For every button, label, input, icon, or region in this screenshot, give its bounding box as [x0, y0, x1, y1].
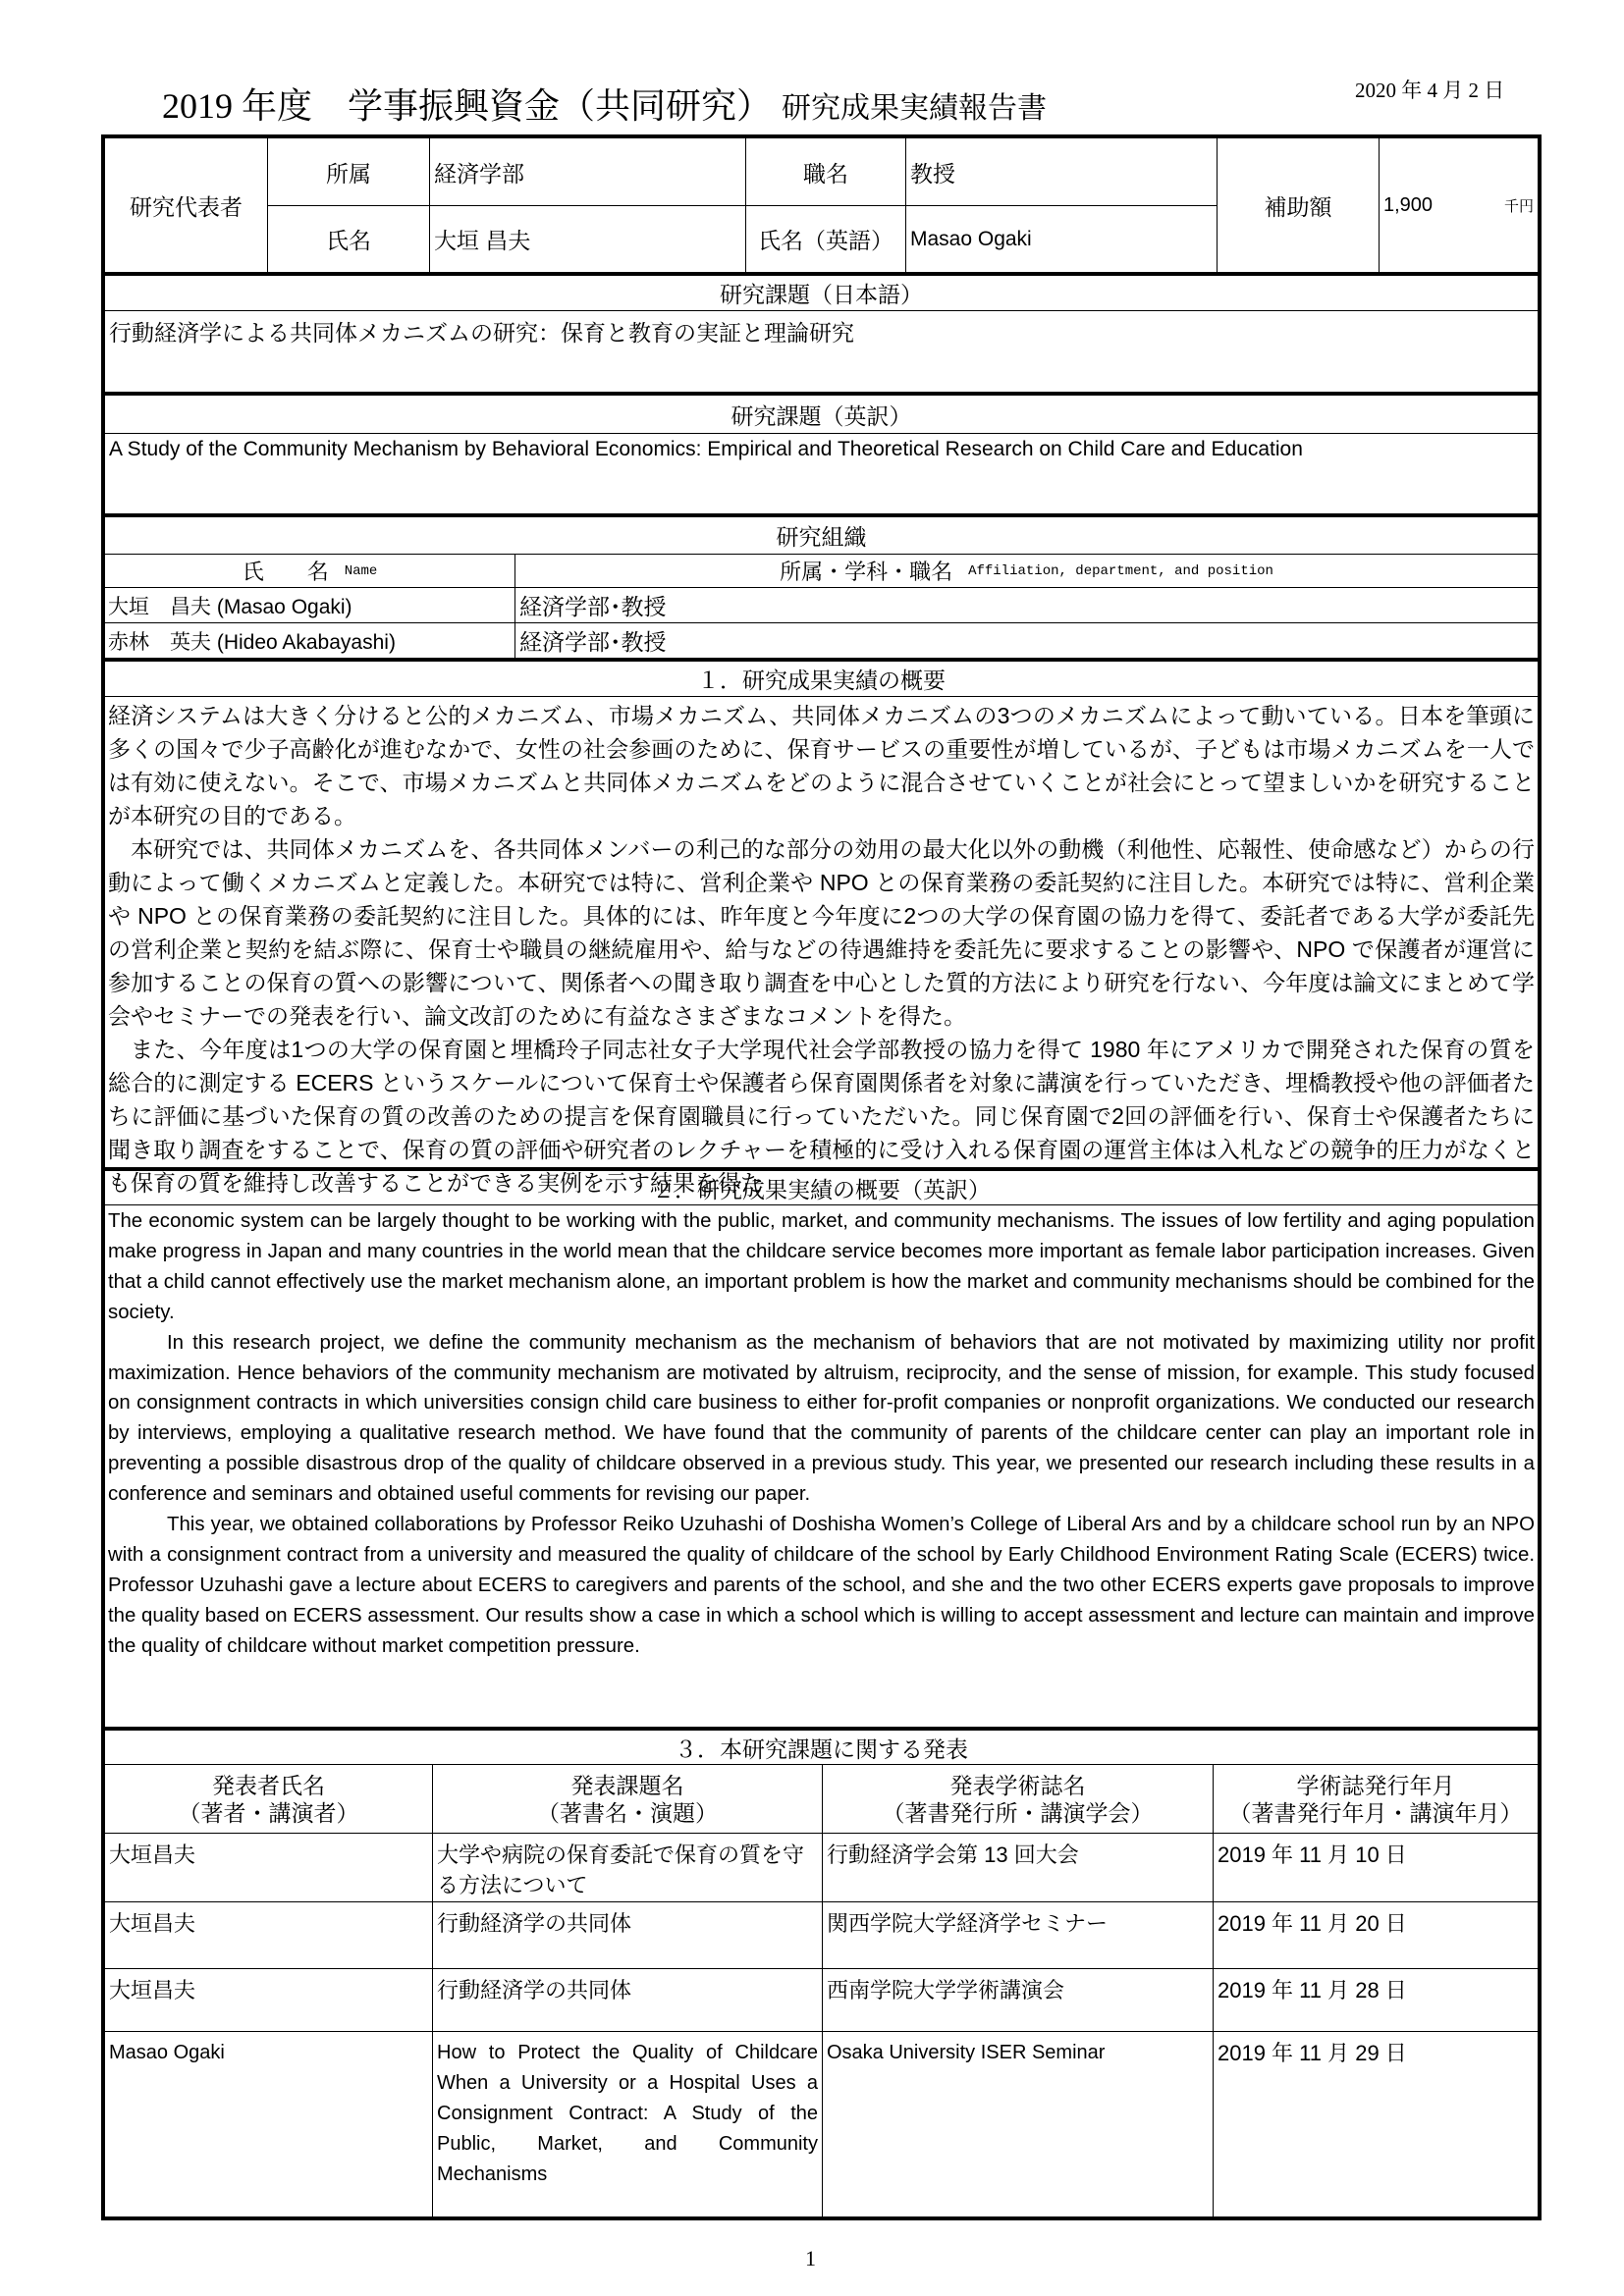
representative-label: 研究代表者 — [130, 193, 243, 220]
col-header-journal — [822, 1765, 1213, 1833]
page-number: 1 — [805, 2246, 816, 2270]
member-name: 赤林 英夫 (Hideo Akabayashi) — [108, 630, 396, 654]
name-en-label: 氏名（英語） — [745, 205, 905, 272]
member-name: 大垣 昌夫 (Masao Ogaki) — [108, 595, 352, 618]
summary-jp-paragraph: 本研究では、共同体メカニズムを、各共同体メンバーの利己的な部分の効用の最大化以外の動機（利他性、応報性、使命感など）からの行動によって働くメカニズムと定義した。本研究では特に、営利企業や NPO との保育業務の委託契約に注目した。本研究では特に、営利企業や NPO との保育業務の委託契約に注目した。具体的には、昨年度と今年度に2つの大学の保育園の協力を得て、委託者である大学が委託先の営利企業と契約を結ぶ際に、保育士や職員の継続雇用や、給与などの待遇維持を委託先に要求することの影響や、NPO で保護者が運営に参加することの保育の質への影響について、関係者への聞き取り調査を中心とした質的方法により研究を行ない、今年度は論文にまとめて学会やセミナーでの発表を行い、論文改訂のために有益なさまざまなコメントを得た。 — [108, 836, 1535, 1029]
pub-date: 2019 年 11 月 29 日 — [1213, 2032, 1538, 2216]
col-header-title — [432, 1765, 822, 1833]
col-header-sub: （著書名・演題） — [537, 1799, 718, 1826]
summary-jp-paragraph: 経済システムは大きく分けると公的メカニズム、市場メカニズム、共同体メカニズムの3つのメカニズムによって動いている。日本を筆頭に多くの国々で少子高齢化が進むなかで、女性の社会参画のために、保育サービスの重要性が増しているが、子どもは市場メカニズムを一人では有効に使えない。そこで、市場メカニズムと共同体メカニズムをどのように混合させていくことが社会にとって望ましいかを研究することが本研究の目的である。 — [108, 703, 1535, 828]
title-jp-header: 研究課題（日本語） — [105, 272, 1538, 310]
pub-venue: 行動経済学会第 13 回大会 — [822, 1834, 1213, 1901]
pub-presenter: 大垣昌夫 — [109, 1842, 196, 1867]
pub-title: 行動経済学の共同体 — [432, 1902, 822, 1968]
title-en-header: 研究課題（英訳） — [105, 392, 1538, 433]
summary-en-header: ２．研究成果実績の概要（英訳） — [105, 1167, 1538, 1204]
title-en-value: A Study of the Community Mechanism by Behavioral Economics: Empirical and Theoretical Research on Child Care and Education — [105, 433, 1538, 513]
col-header-sub: （著書発行年月・講演年月） — [1228, 1799, 1523, 1826]
grant-amount — [1379, 138, 1538, 272]
report-form — [101, 134, 1542, 2220]
pub-presenter: Masao Ogaki — [109, 2042, 225, 2063]
organization-columns — [105, 554, 1538, 587]
org-aff-header-en: Affiliation, department, and position — [968, 562, 1273, 579]
pub-presenter: 大垣昌夫 — [109, 1978, 196, 2002]
name-value: 大垣 昌夫 — [429, 205, 745, 272]
summary-en-paragraph: The economic system can be largely thought to be working with the public, market, and community mechanisms. The issues of low fertility and aging population make progress in Japan and many countries in the world mean that the childcare service becomes more important as female labor participation increases. Given that a child cannot effectively use the market mechanism alone, an important problem is how the market and community mechanisms should be combined for the society. — [108, 1210, 1535, 1323]
publication-row — [105, 1833, 1538, 1901]
col-header-sub: （著書発行所・講演学会） — [882, 1799, 1154, 1826]
member-affiliation: 経済学部･教授 — [514, 588, 1538, 622]
summary-en-body — [105, 1204, 1538, 1727]
member-row — [105, 587, 1538, 622]
publication-row — [105, 1901, 1538, 1968]
summary-jp-paragraph: また、今年度は1つの大学の保育園と埋橋玲子同志社女子大学現代社会学部教授の協力を得て 1980 年にアメリカで開発された保育の質を総合的に測定する ECERS というスケールについて保育士や保護者ら保育園関係者を対象に講演を行っていただき、埋橋教授や他の評価者たちに評価に基づいた保育の質の改善のための提言を保育園職員に行っていただいた。同じ保育園で2回の評価を行い、保育士や保護者たちに聞き取り調査をすることで、保育の質の評価や研究者のレクチャーを積極的に受け入れる保育園の運営主体は入札などの競争的圧力がなくとも保育の質を維持し改善することができる実例を示す結果を得た — [108, 1037, 1535, 1196]
pub-date: 2019 年 11 月 28 日 — [1213, 1969, 1538, 2031]
org-aff-header-jp: 所属・学科・職名 — [780, 560, 953, 584]
affiliation-label: 所属 — [267, 138, 429, 205]
page-title — [162, 79, 1047, 129]
member-row — [105, 622, 1538, 658]
title-jp-value: 行動経済学による共同体メカニズムの研究：保育と教育の実証と理論研究 — [105, 310, 1538, 392]
col-header-main: 学術誌発行年月 — [1296, 1772, 1455, 1798]
pub-venue: 西南学院大学学術講演会 — [822, 1969, 1213, 2031]
grant-value: 1,900 — [1383, 193, 1434, 216]
col-header-presenter — [105, 1765, 432, 1833]
position-value: 教授 — [905, 138, 1217, 205]
col-header-date — [1213, 1765, 1538, 1833]
pub-title: 大学や病院の保育委託で保育の質を守る方法について — [432, 1834, 822, 1901]
grant-unit: 千円 — [1503, 197, 1534, 215]
publications-header: ３．本研究課題に関する発表 — [105, 1727, 1538, 1764]
name-en-value: Masao Ogaki — [905, 205, 1217, 272]
pub-date: 2019 年 11 月 10 日 — [1213, 1834, 1538, 1901]
representative-block — [105, 138, 1538, 272]
report-date: 2020 年 4 月 2 日 — [1355, 79, 1505, 102]
org-name-header-en: Name — [344, 562, 378, 579]
summary-en-paragraph: In this research project, we define the community mechanism as the mechanism of behaviors that are not motivated by maximizing utility nor profit maximization. Hence behaviors of the community mechanism are motivated by altruism, reciprocity, and the sense of mission, for example. This study focused on consignment contracts in which universities consign child care business to either for-profit companies or nonprofit organizations. We conducted our research by interviews, employing a qualitative research method. We have found that the community of parents of the childcare center can play an important role in preventing a possible disastrous drop of the quality of childcare observed in a previous study. This year, we presented our research including these results in a conference and seminars and obtained useful comments for revising our paper. — [108, 1331, 1535, 1506]
pub-venue: 関西学院大学経済学セミナー — [822, 1902, 1213, 1968]
name-label: 氏名 — [267, 205, 429, 272]
organization-header: 研究組織 — [105, 513, 1538, 554]
pub-date: 2019 年 11 月 20 日 — [1213, 1902, 1538, 1968]
publications-column-headers — [105, 1764, 1538, 1833]
publication-row — [105, 2031, 1538, 2216]
title-main: 2019 年度 学事振興資金（共同研究） — [162, 86, 773, 126]
org-name-header — [105, 555, 514, 587]
org-aff-header — [514, 555, 1538, 587]
org-name-header-jp: 氏 名 — [242, 560, 329, 584]
summary-jp-header: １．研究成果実績の概要 — [105, 658, 1538, 696]
pub-venue: Osaka University ISER Seminar — [822, 2032, 1213, 2216]
pub-presenter: 大垣昌夫 — [109, 1911, 196, 1936]
affiliation-value: 経済学部 — [429, 138, 745, 205]
summary-en-paragraph: This year, we obtained collaborations by Professor Reiko Uzuhashi of Doshisha Women’s College of Liberal Ars and by a childcare school run by an NPO with a consignment contract from a university and measured the quality of childcare of the school by Early Childhood Environment Rating Scale (ECERS) twice. Professor Uzuhashi gave a lecture about ECERS to caregivers and parents of the school, and she and the two other ECERS experts gave proposals to improve the quality based on ECERS assessment. Our results show a case in which a school which is willing to accept assessment and lecture can maintain and improve the quality of childcare without market competition pressure. — [108, 1514, 1535, 1657]
grant-label: 補助額 — [1217, 138, 1379, 272]
col-header-main: 発表課題名 — [570, 1772, 684, 1798]
col-header-main: 発表者氏名 — [212, 1772, 325, 1798]
title-sub: 研究成果実績報告書 — [782, 92, 1048, 125]
pub-title: How to Protect the Quality of Childcare When a University or a Hospital Uses a Consignment Contract: A Study of the Public, Market, and Community Mechanisms — [432, 2032, 822, 2216]
position-label: 職名 — [745, 138, 905, 205]
member-affiliation: 経済学部･教授 — [514, 623, 1538, 658]
col-header-sub: （著者・講演者） — [178, 1799, 359, 1826]
col-header-main: 発表学術誌名 — [949, 1772, 1086, 1798]
publication-row — [105, 1968, 1538, 2031]
pub-title: 行動経済学の共同体 — [432, 1969, 822, 2031]
